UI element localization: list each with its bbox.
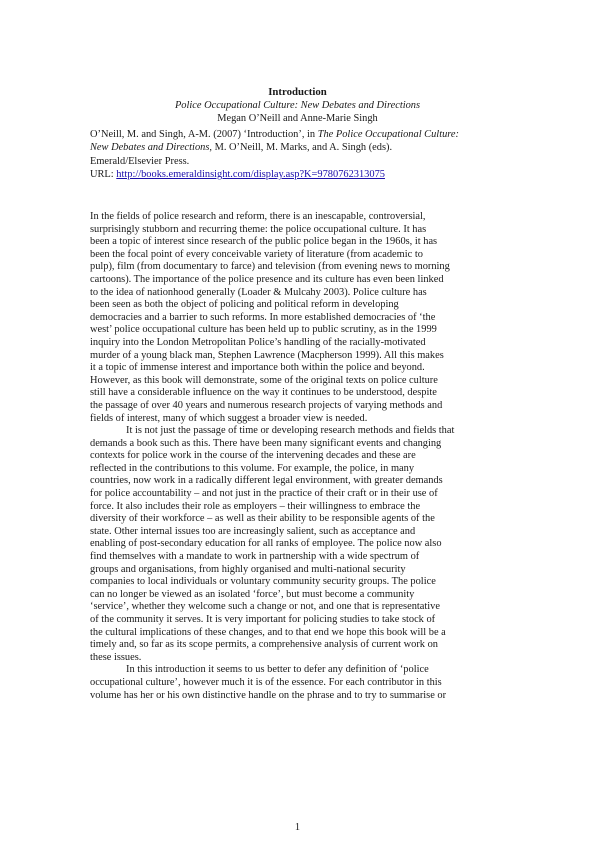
text-line: diversity of their workforce – as well as their ability to be responsible agents of the — [90, 513, 435, 525]
text-line: can no longer be viewed as an isolated ‘force’, but must become a community — [90, 588, 415, 600]
text-line: However, as this book will demonstrate, some of the original texts on police culture — [90, 374, 438, 386]
body-paragraph — [90, 425, 508, 664]
text-line: timely and, so far as its scope permits, a comprehensive analysis of current work on — [90, 639, 438, 651]
body-paragraph — [90, 211, 508, 425]
citation-block — [90, 128, 510, 182]
text-line: It is not just the passage of time or developing research methods and fields that — [126, 425, 455, 437]
citation-line — [90, 141, 510, 154]
book-subtitle: Police Occupational Culture: New Debates and Directions — [174, 100, 421, 111]
text-line: to the idea of nationhood generally (Loader & Mulcahy 2003). Police culture has — [90, 286, 427, 298]
text-line: volume has her or his own distinctive handle on the phrase and to try to summarise or — [90, 689, 447, 701]
author-line: Megan O’Neill and Anne-Marie Singh — [217, 113, 378, 124]
text-line: In this introduction it seems to us better to defer any definition of ‘police — [126, 664, 429, 676]
text-line: state. Other internal issues too are increasingly salient, such as acceptance and — [90, 525, 416, 537]
page-number: 1 — [294, 822, 301, 833]
text-line: enabling of post-secondary education for all ranks of employee. The police now also — [90, 538, 442, 550]
text-line: reflected in the contributions to this volume. For example, the police, in many — [90, 462, 415, 474]
url-label: URL: — [90, 169, 117, 181]
text-line: still have a considerable influence on the way it continues to be understood, despite — [90, 387, 437, 399]
text-line: occupational culture’, however much it is of the essence. For each contributor in this — [90, 676, 442, 688]
text-line: of the community it serves. It is very important for policing studies to take stock of — [90, 614, 436, 625]
text-line: fields of interest, many of which suggest a broader view is needed. — [90, 412, 368, 424]
text-line: the passage of over 40 years and numerous research projects of varying methods and — [90, 399, 443, 411]
text-line: demands a book such as this. There have been many significant events and changing — [90, 437, 442, 449]
title-block — [90, 86, 505, 125]
text-line: find themselves with a mandate to work in partnership with a wide spectrum of — [90, 551, 420, 563]
text-line: cartoons). The importance of the police presence and its culture has even been linked — [90, 273, 444, 285]
citation-url-line — [90, 168, 510, 181]
text-line: surprisingly stubborn and recurring theme: the police occupational culture. It has — [90, 223, 427, 235]
text-line: In the fields of police research and reform, there is an inescapable, controversial, — [90, 211, 426, 222]
text-line: contexts for police work in the course of the intervening decades and these are — [90, 450, 416, 462]
citation-line — [90, 128, 510, 141]
citation-book-title: The Police Occupational Culture: — [317, 129, 460, 140]
text-line: murder of a young black man, Stephen Lawrence (Macpherson 1999). All this makes — [90, 349, 444, 361]
text-line: these issues. — [90, 651, 142, 663]
body-text — [90, 211, 508, 702]
text-line: for police accountability – and not just in the practice of their craft or in their use of — [90, 488, 438, 500]
page-title: Introduction — [268, 86, 327, 98]
citation-text: O’Neill, M. and Singh, A-M. (2007) ‘Introduction’, in — [90, 129, 318, 140]
text-line: democracies and a barrier to such reforms. In more established democracies of ‘the — [90, 311, 436, 323]
citation-text: , M. O’Neill, M. Marks, and A. Singh (eds). — [209, 142, 393, 154]
text-line: countries, now work in a radically different legal environment, with greater demands — [90, 475, 443, 487]
text-line: been seen as both the object of policing and political reform in developing — [90, 299, 399, 311]
text-line: force. It also includes their role as employers – their willingness to embrace the — [90, 500, 421, 512]
text-line: been the focal point of every conceivable variety of literature (from academic to — [90, 248, 423, 260]
body-paragraph — [90, 664, 508, 702]
text-line: been a topic of interest since research of the public police began in the 1960s, it has — [90, 236, 438, 248]
text-line: the cultural implications of these changes, and to that end we hope this book will be a — [90, 626, 446, 638]
text-line: west’ police occupational culture has been held up to public scrutiny, as in the 1999 — [90, 324, 437, 336]
text-line: ‘service’, whether they welcome such a change or not, and one that is representative — [90, 601, 440, 613]
citation-line: Emerald/Elsevier Press. — [90, 155, 190, 167]
text-line: groups and organisations, from highly organised and multi-national security — [90, 563, 406, 575]
citation-url-link[interactable]: http://books.emeraldinsight.com/display.asp?K=9780762313075 — [116, 169, 385, 181]
text-line: pulp), film (from documentary to farce) and television (from evening news to morning — [90, 261, 450, 273]
citation-book-title: New Debates and Directions — [90, 142, 210, 154]
text-line: companies to local individuals or voluntary community security groups. The police — [90, 576, 436, 588]
text-line: inquiry into the London Metropolitan Police’s handling of the racially-motivated — [90, 336, 426, 348]
text-line: it a topic of immense interest and importance both within the police and beyond. — [90, 362, 425, 374]
